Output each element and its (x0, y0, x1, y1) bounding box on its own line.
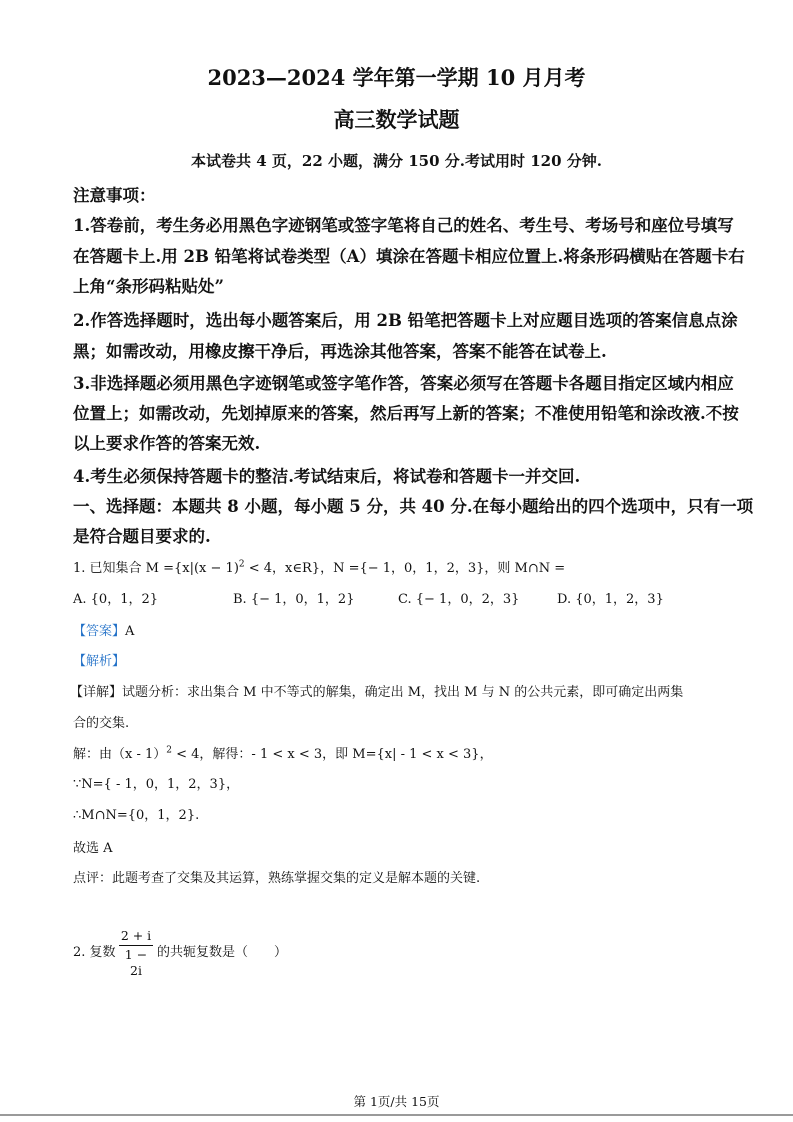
solution-line: ∴M∩N={0，1，2}. (73, 808, 200, 823)
page-footer: 第 1页/共 15页 (353, 1094, 440, 1109)
notice-heading: 注意事项： (73, 186, 156, 205)
answer-tag: 【答案】 (73, 624, 126, 639)
option-b: B. {− 1，0，1，2} (233, 592, 355, 607)
solution-line: 解：由（x - 1）$^2$ < 4，解得：- 1 < x < 3，即 M={x| - 1 < x < 3}， (73, 745, 493, 762)
notice-line: 3.非选择题必须用黑色字迹钢笔或签字笔作答，答案必须写在答题卡各题目指定区域内相应 (73, 374, 734, 393)
comment-line: 点评：此题考查了交集及其运算，熟练掌握交集的定义是解本题的关键. (73, 871, 481, 886)
fraction-denominator: 1 − 2i (124, 947, 148, 978)
question-1-stem: 1. 已知集合 $M =\{x|(x - 1)^2 < 4$，x∈R}，N ={− 1，0，1，2，3}，则 M∩N = (73, 559, 566, 576)
notice-line: 在答题卡上.用 2B 铅笔将试卷类型（A）填涂在答题卡相应位置上.将条形码横贴在答题卡右 (73, 247, 745, 266)
answer-line (73, 620, 134, 639)
exam-intro: 本试卷共 4 页，22 小题，满分 150 分.考试用时 120 分钟. (191, 152, 602, 170)
section-heading: 一、选择题：本题共 8 小题，每小题 5 分，共 40 分.在每小题给出的四个选项中，只有一项 (73, 497, 754, 516)
notice-line: 4.考生必须保持答题卡的整洁.考试结束后，将试卷和答题卡一并交回. (73, 467, 581, 486)
page-title: 2023—2024 学年第一学期 10 月月考 (207, 65, 586, 90)
option-d: D. {0，1，2，3} (557, 592, 664, 607)
fraction-bar (119, 945, 153, 946)
solution-line: ∵N={ - 1，0，1，2，3}， (73, 777, 240, 792)
notice-line: 2.作答选择题时，选出每小题答案后，用 2B 铅笔把答题卡上对应题目选项的答案信息点涂 (73, 311, 738, 330)
notice-line: 位置上；如需改动，先划掉原来的答案，然后再写上新的答案；不准使用铅笔和涂改液.不按 (73, 404, 739, 423)
detail-line: 【详解】试题分析：求出集合 M 中不等式的解集，确定出 M，找出 M 与 N 的公共元素，即可确定出两集 (70, 685, 684, 700)
notice-line: 黑；如需改动，用橡皮擦干净后，再选涂其他答案，答案不能答在试卷上. (73, 342, 607, 361)
option-c: C. {− 1，0，2，3} (398, 592, 520, 607)
question-2-suffix: 的共轭复数是（ ） (157, 945, 288, 960)
bottom-divider (0, 1114, 793, 1116)
fraction-numerator: 2 + i (120, 928, 152, 943)
choose-line: 故选 A (73, 841, 113, 856)
analysis-tag: 【解析】 (73, 654, 126, 669)
detail-line: 合的交集. (73, 716, 130, 731)
answer-value: A (125, 624, 135, 639)
notice-line: 以上要求作答的答案无效. (73, 434, 261, 453)
option-a: A. {0，1，2} (73, 592, 159, 607)
section-heading: 是符合题目要求的. (73, 527, 211, 546)
notice-line: 1.答卷前，考生务必用黑色字迹钢笔或签字笔将自己的姓名、考生号、考场号和座位号填写 (73, 216, 734, 235)
notice-line: 上角“条形码粘贴处” (73, 277, 224, 296)
fraction (119, 928, 153, 979)
page-subtitle: 高三数学试题 (333, 107, 460, 132)
question-2-prefix: 2. 复数 (73, 945, 116, 960)
